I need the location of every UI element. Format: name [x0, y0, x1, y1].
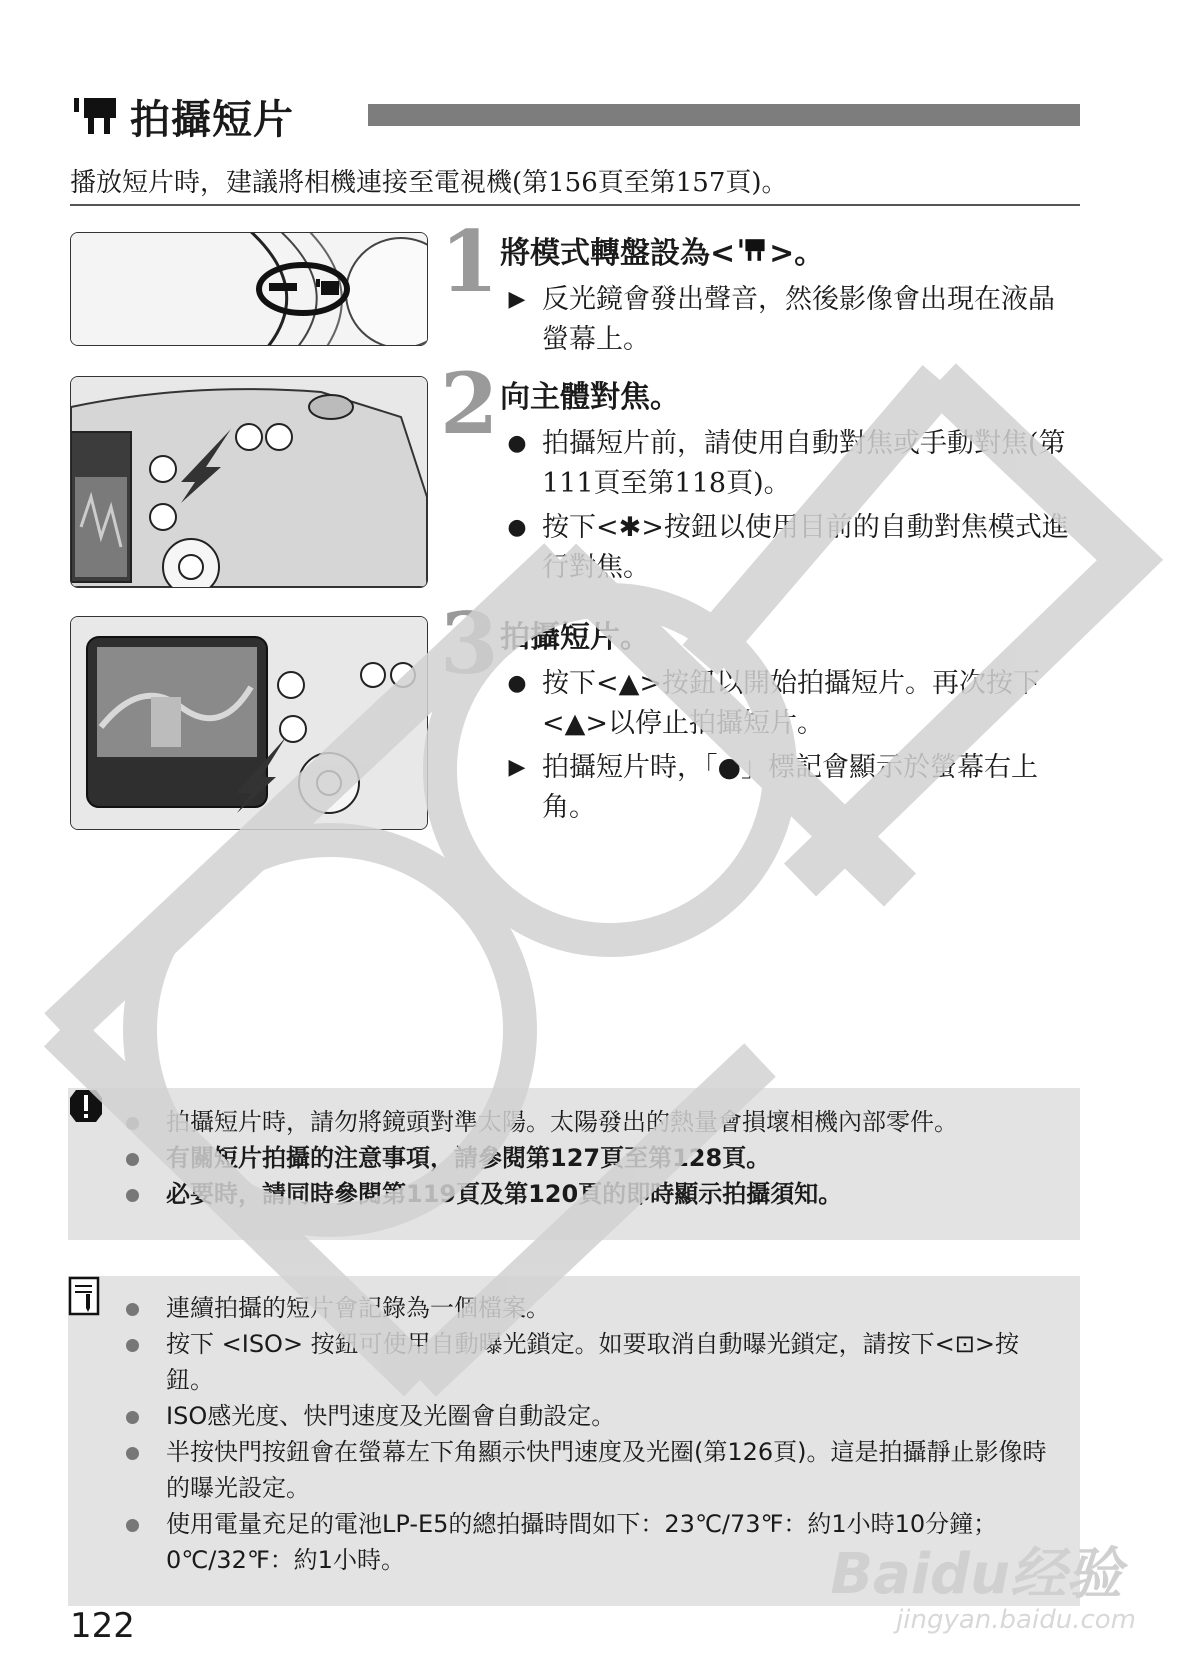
- page-number: 122: [70, 1606, 135, 1646]
- bullet-marker-icon: ●: [507, 431, 527, 456]
- step-number-1: 1: [440, 212, 499, 311]
- note-item: 使用電量充足的電池LP-E5的總拍攝時間如下：23℃/73℉：約1小時10分鐘；0℃/32℉：約1小時。: [126, 1506, 1066, 1578]
- step-title: 拍攝短片。: [500, 620, 650, 655]
- note-item: 半按快門按鈕會在螢幕左下角顯示快門速度及光圈(第126頁)。這是拍攝靜止影像時的曝光設定。: [126, 1434, 1066, 1506]
- baidu-logo: Baidu经验: [830, 1542, 1122, 1607]
- step-bullet: ● 按下<✱>按鈕以使用目前的自動對焦模式進行對焦。: [500, 508, 1080, 588]
- bullet-marker-icon: ●: [507, 515, 527, 540]
- baidu-url: jingyan.baidu.com: [896, 1605, 1136, 1635]
- step-bullet: ● 拍攝短片前，請使用自動對焦或手動對焦(第111頁至第118頁)。: [500, 424, 1080, 504]
- title-bar: [368, 104, 1080, 126]
- bullet-dot: [126, 1447, 139, 1460]
- bullet-dot: [126, 1411, 139, 1424]
- title-text: 拍攝短片: [130, 96, 294, 143]
- bullet-dot: [126, 1189, 139, 1202]
- note-item: 連續拍攝的短片會記錄為一個檔案。: [126, 1290, 1066, 1326]
- bullet-marker-icon: ●: [507, 671, 527, 696]
- bullet-dot: [126, 1303, 139, 1316]
- step-3: [500, 612, 1080, 828]
- mode-dial-image: [70, 232, 428, 346]
- bullet-dot: [126, 1519, 139, 1532]
- af-button-image: [70, 376, 428, 588]
- caution-item: 有關短片拍攝的注意事項，請參閱第127頁至第128頁。: [126, 1140, 1066, 1176]
- subtitle: 播放短片時，建議將相機連接至電視機(第156頁至第157頁)。: [70, 168, 788, 198]
- step-bullet: ▶ 拍攝短片時，「●」標記會顯示於螢幕右上角。: [500, 748, 1080, 828]
- record-button-image: [70, 616, 428, 830]
- header-rule: [70, 204, 1080, 206]
- movie-mode-icon: [737, 236, 767, 264]
- page-title: [70, 86, 294, 146]
- caution-item: 拍攝短片時，請勿將鏡頭對準太陽。太陽發出的熱量會損壞相機內部零件。: [126, 1104, 1066, 1140]
- arrow-marker-icon: ▶: [508, 287, 526, 312]
- caution-item: 必要時，請同時參閱第119頁及第120頁的即時顯示拍攝須知。: [126, 1176, 1066, 1212]
- caution-icon: [68, 1088, 104, 1124]
- step-title: 向主體對焦。: [500, 380, 680, 415]
- bullet-dot: [126, 1117, 139, 1130]
- step-number-3: 3: [440, 594, 499, 693]
- bullet-dot: [126, 1153, 139, 1166]
- arrow-marker-icon: ▶: [508, 755, 526, 780]
- step-number-2: 2: [440, 354, 499, 453]
- movie-mode-icon: [70, 94, 120, 138]
- bullet-dot: [126, 1339, 139, 1352]
- step-2: [500, 372, 1080, 588]
- step-bullet: ▶ 反光鏡會發出聲音，然後影像會出現在液晶螢幕上。: [500, 280, 1080, 360]
- note-item: 按下 <ISO> 按鈕可使用自動曝光鎖定。如要取消自動曝光鎖定，請按下<⊡>按鈕。: [126, 1326, 1066, 1398]
- step-bullet: ● 按下<▲>按鈕以開始拍攝短片。再次按下<▲>以停止拍攝短片。: [500, 664, 1080, 744]
- note-item: ISO感光度、快門速度及光圈會自動設定。: [126, 1398, 1066, 1434]
- step-title: 將模式轉盤設為< >。: [500, 236, 825, 271]
- caution-box: [68, 1088, 1080, 1240]
- step-1: [500, 228, 1080, 360]
- memo-icon: [68, 1276, 102, 1318]
